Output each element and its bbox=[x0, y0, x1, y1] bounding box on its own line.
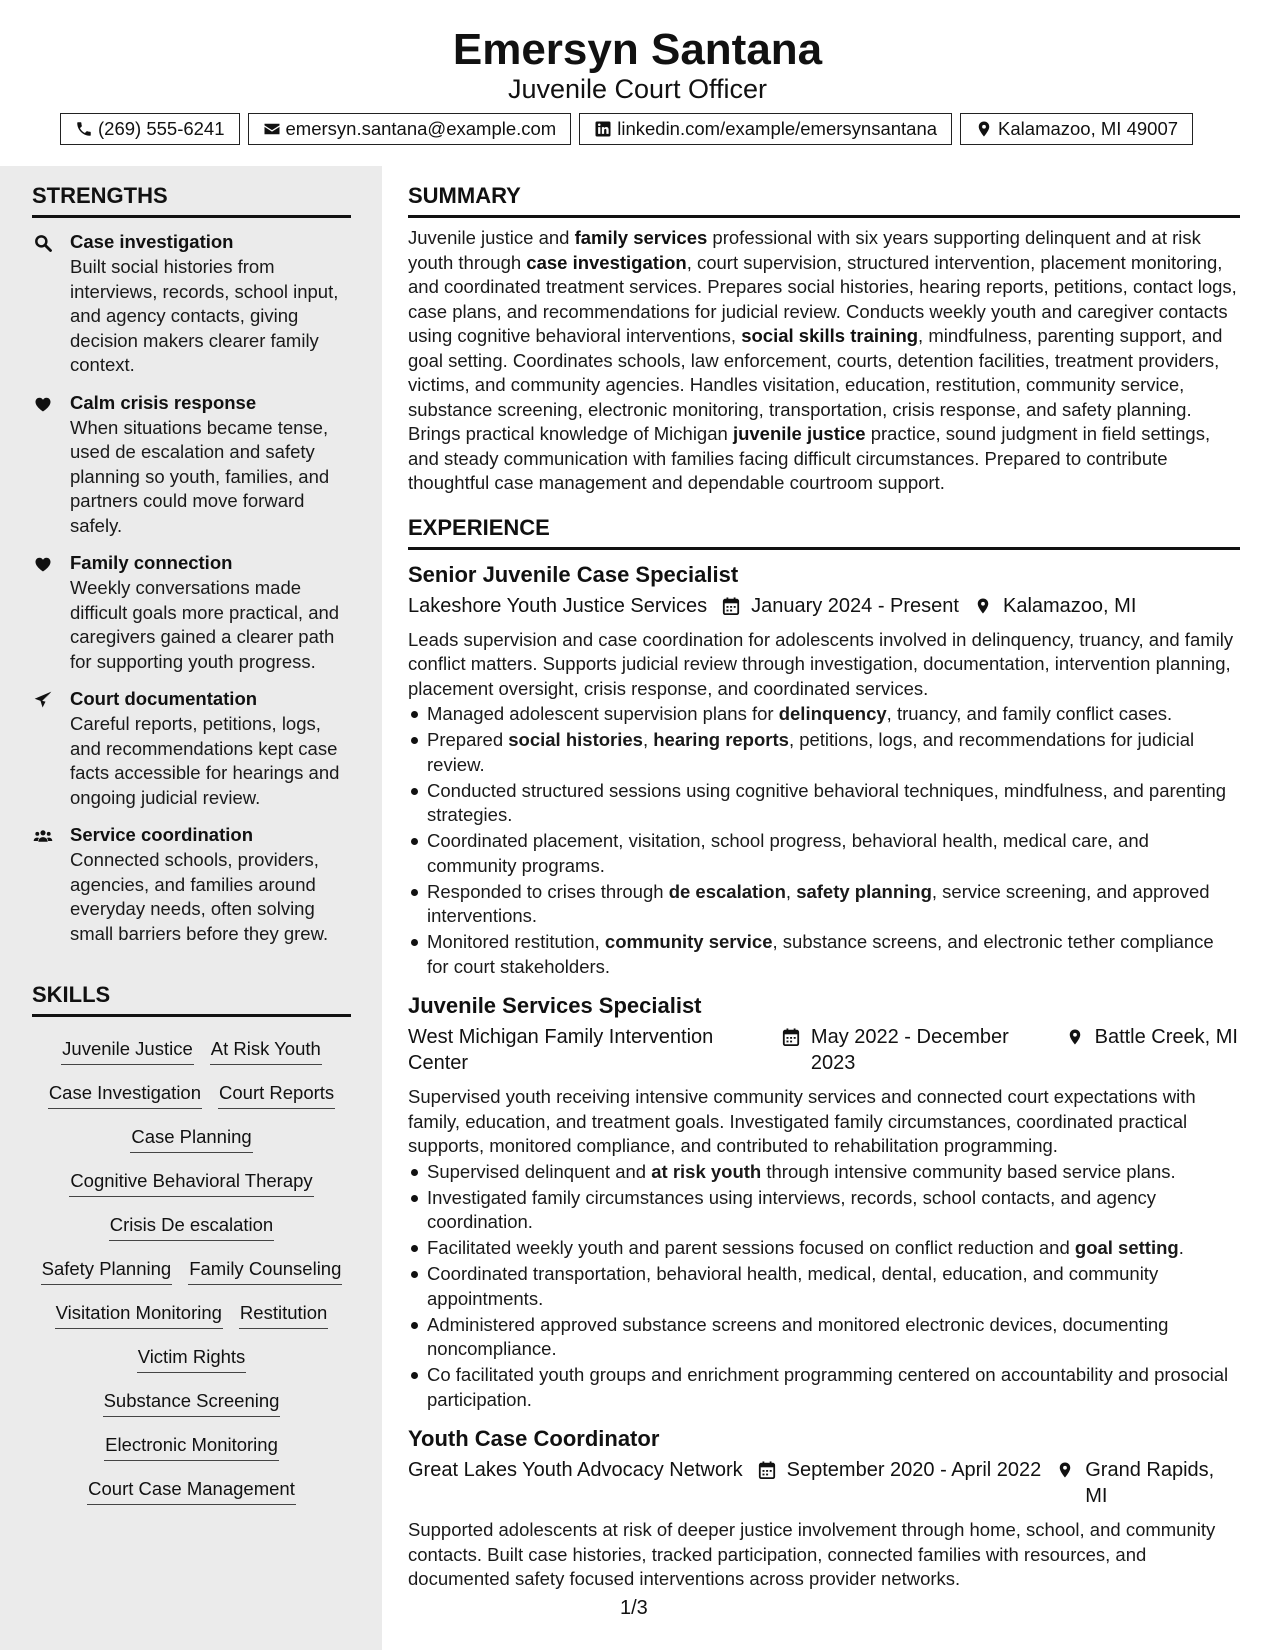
strength-title: Calm crisis response bbox=[70, 391, 257, 413]
contact-linkedin[interactable] bbox=[579, 113, 952, 145]
strength-title: Service coordination bbox=[70, 824, 253, 845]
bold-keyword: family services bbox=[574, 227, 708, 248]
strength-item bbox=[32, 686, 351, 810]
job-description: Supported adolescents at risk of deeper justice involvement through home, school, and community contacts. Built case histories, tracked participation, connected families with resources, and documented safety focused interventions across provider networks. bbox=[408, 1519, 1216, 1589]
sidebar bbox=[0, 166, 382, 1650]
job-location: Grand Rapids, MI bbox=[1085, 1459, 1215, 1507]
main-content bbox=[408, 166, 1240, 1592]
section-divider bbox=[32, 1014, 351, 1017]
contact-email[interactable] bbox=[248, 113, 572, 145]
calendar-icon bbox=[757, 1457, 777, 1483]
bold-keyword: community service bbox=[604, 931, 773, 952]
experience-section bbox=[408, 514, 1240, 1592]
bold-keyword: at risk youth bbox=[651, 1160, 762, 1182]
job-entry bbox=[408, 1424, 1240, 1592]
strength-item bbox=[32, 822, 351, 946]
linkedin-text: linkedin.com/example/emersynsantana bbox=[617, 118, 938, 139]
skills-heading: SKILLS bbox=[32, 982, 111, 1007]
strength-title: Court documentation bbox=[70, 688, 258, 709]
job-position: Juvenile Services Specialist bbox=[408, 993, 702, 1018]
job-dates: September 2020 - April 2022 bbox=[786, 1459, 1042, 1481]
bullet-item: Co facilitated youth groups and enrichment programming centered on accountability and prosocial participation. bbox=[408, 1363, 1240, 1412]
bullet-item: Investigated family circumstances using interviews, records, school contacts, and agency coordination. bbox=[408, 1186, 1240, 1235]
job-description: Supervised youth receiving intensive community services and connected court expectations with family, education, and treatment goals. Investigated family circumstances, coordinated practical supports, monitored compliance, and contributed to rehabilitation programming. bbox=[408, 1086, 1196, 1156]
job-title: Juvenile Court Officer bbox=[507, 74, 768, 104]
skills-section bbox=[32, 981, 351, 1511]
bullet-item: Managed adolescent supervision plans for delinquency, truancy, and family conflict cases. bbox=[408, 702, 1240, 727]
paper-plane-icon bbox=[32, 690, 54, 710]
strength-title: Case investigation bbox=[70, 231, 234, 252]
strengths-section bbox=[32, 182, 351, 946]
skill-tag: At Risk Youth bbox=[210, 1037, 322, 1065]
job-position: Youth Case Coordinator bbox=[408, 1426, 660, 1451]
bold-keyword: goal setting bbox=[1074, 1237, 1179, 1258]
job-bullets bbox=[408, 1160, 1240, 1413]
bold-keyword: de escalation bbox=[668, 880, 786, 902]
calendar-icon bbox=[782, 1024, 801, 1050]
job-description: Leads supervision and case coordination for adolescents involved in delinquency, truancy, and family conflict matters. Supports judicial review through investigation, documentation, intervention planning, placement oversight, crisis response, and coordinated services. bbox=[408, 628, 1234, 699]
job-dates: May 2022 - December 2023 bbox=[810, 1026, 1009, 1074]
bullet-item: Facilitated weekly youth and parent sessions focused on conflict reduction and goal setting. bbox=[408, 1236, 1240, 1261]
skill-tag: Electronic Monitoring bbox=[104, 1433, 279, 1461]
skill-tag: Crisis De escalation bbox=[109, 1213, 274, 1241]
skill-tag: Cognitive Behavioral Therapy bbox=[69, 1169, 313, 1197]
map-pin-icon bbox=[973, 593, 993, 619]
skill-tag: Family Counseling bbox=[188, 1257, 342, 1285]
job-dates: January 2024 - Present bbox=[751, 594, 959, 617]
bold-keyword: delinquency bbox=[778, 703, 887, 724]
resume-header bbox=[0, 0, 1275, 166]
summary-heading: SUMMARY bbox=[408, 183, 521, 208]
bullet-item: Monitored restitution, community service, substance screens, and electronic tether compliance for court stakeholders. bbox=[408, 930, 1240, 979]
section-divider bbox=[408, 215, 1240, 218]
job-meta bbox=[408, 1024, 1240, 1076]
skill-tag: Restitution bbox=[239, 1301, 328, 1329]
heart-icon bbox=[32, 394, 54, 414]
job-entry bbox=[408, 560, 1240, 980]
map-pin-icon bbox=[1055, 1457, 1075, 1483]
candidate-name: Emersyn Santana bbox=[452, 25, 823, 74]
users-icon bbox=[32, 826, 54, 846]
summary-section bbox=[408, 182, 1240, 496]
bold-keyword: hearing reports bbox=[653, 729, 789, 750]
strength-description: Connected schools, providers, agencies, and families around everyday needs, often solving small barriers before they grew. bbox=[70, 849, 329, 944]
email-text: emersyn.santana@example.com bbox=[285, 118, 557, 139]
bold-keyword: juvenile justice bbox=[732, 423, 866, 444]
strength-description: When situations became tense, used de escalation and safety planning so youth, families, and partners could move forward safely. bbox=[70, 416, 330, 536]
job-position: Senior Juvenile Case Specialist bbox=[408, 561, 739, 587]
job-company: Lakeshore Youth Justice Services bbox=[408, 594, 708, 617]
skill-tag: Case Investigation bbox=[48, 1081, 202, 1109]
job-company: West Michigan Family Intervention Center bbox=[408, 1026, 714, 1074]
bullet-item: Supervised delinquent and at risk youth through intensive community based service plans. bbox=[408, 1160, 1240, 1185]
skill-tag: Court Case Management bbox=[87, 1477, 296, 1505]
strength-item bbox=[32, 229, 351, 378]
skill-tag: Case Planning bbox=[130, 1125, 252, 1153]
strengths-heading: STRENGTHS bbox=[32, 183, 168, 208]
bullet-item: Responded to crises through de escalation, safety planning, service screening, and approved interventions. bbox=[408, 880, 1240, 929]
strength-item bbox=[32, 550, 351, 674]
strength-item bbox=[32, 390, 351, 539]
contact-phone[interactable] bbox=[60, 113, 240, 145]
skill-tag: Safety Planning bbox=[41, 1257, 173, 1285]
strength-description: Weekly conversations made difficult goals more practical, and caregivers gained a clearer path for supporting youth progress. bbox=[70, 577, 340, 672]
contact-location bbox=[960, 113, 1193, 145]
bullet-item: Conducted structured sessions using cognitive behavioral techniques, mindfulness, and parenting strategies. bbox=[408, 779, 1240, 828]
section-divider bbox=[408, 547, 1240, 550]
search-icon bbox=[32, 233, 54, 253]
phone-text: (269) 555-6241 bbox=[98, 118, 225, 139]
bullet-item: Coordinated transportation, behavioral health, medical, dental, education, and community appointments. bbox=[408, 1262, 1240, 1311]
job-entry bbox=[408, 991, 1240, 1412]
skill-tag: Victim Rights bbox=[137, 1345, 247, 1373]
page-number: 1/3 bbox=[620, 1597, 648, 1619]
skill-tag: Juvenile Justice bbox=[61, 1037, 194, 1065]
bold-keyword: social skills training bbox=[741, 325, 919, 346]
bold-keyword: safety planning bbox=[796, 880, 932, 902]
phone-icon bbox=[75, 120, 93, 138]
job-bullets bbox=[408, 702, 1240, 979]
bold-keyword: social histories bbox=[508, 729, 643, 750]
job-company: Great Lakes Youth Advocacy Network bbox=[408, 1459, 743, 1481]
job-meta bbox=[408, 593, 1240, 619]
linkedin-icon bbox=[594, 120, 612, 138]
strength-description: Built social histories from interviews, records, school input, and agency contacts, giving decision makers clearer family context. bbox=[70, 256, 339, 375]
skill-tag: Substance Screening bbox=[103, 1389, 281, 1417]
skill-tag: Court Reports bbox=[218, 1081, 335, 1109]
section-divider bbox=[32, 215, 351, 218]
job-location: Kalamazoo, MI bbox=[1002, 594, 1137, 617]
location-text: Kalamazoo, MI 49007 bbox=[998, 118, 1179, 139]
job-location: Battle Creek, MI bbox=[1094, 1026, 1238, 1048]
bullet-item: Coordinated placement, visitation, school progress, behavioral health, medical care, and community programs. bbox=[408, 829, 1240, 878]
skill-tag: Visitation Monitoring bbox=[55, 1301, 223, 1329]
heart-icon bbox=[32, 554, 54, 574]
map-pin-icon bbox=[1065, 1024, 1084, 1050]
summary-text: Juvenile justice and family services professional with six years supporting delinquent and at risk youth through case investigation, court supervision, structured intervention, placement monitoring, and coordinated treatment services. Prepares social histories, hearing reports, petitions, contact logs, case plans, and recommendations for judicial review. Conducts weekly youth and caregiver contacts using cognitive behavioral interventions, social skills training, mindfulness, parenting support, and goal setting. Coordinates schools, law enforcement, courts, detention facilities, treatment providers, victims, and community agencies. Handles visitation, education, restitution, community service, substance screening, electronic monitoring, transportation, crisis response, and safety planning. Brings practical knowledge of Michigan juvenile justice practice, sound judgment in field settings, and steady communication with families facing difficult circumstances. Prepared to contribute thoughtful case management and dependable courtroom support. bbox=[408, 227, 1237, 493]
envelope-icon bbox=[263, 120, 281, 138]
calendar-icon bbox=[721, 593, 741, 619]
strength-description: Careful reports, petitions, logs, and recommendations kept case facts accessible for hearings and ongoing judicial review. bbox=[70, 713, 340, 808]
bullet-item: Prepared social histories, hearing reports, petitions, logs, and recommendations for judicial review. bbox=[408, 728, 1240, 777]
experience-heading: EXPERIENCE bbox=[408, 514, 550, 540]
bullet-item: Administered approved substance screens and monitored electronic devices, documenting noncompliance. bbox=[408, 1313, 1240, 1362]
strength-title: Family connection bbox=[70, 552, 233, 573]
skills-list bbox=[32, 1027, 351, 1511]
map-pin-icon bbox=[975, 120, 993, 138]
job-meta bbox=[408, 1457, 1240, 1509]
contact-bar bbox=[60, 113, 1201, 145]
bold-keyword: case investigation bbox=[526, 251, 687, 273]
